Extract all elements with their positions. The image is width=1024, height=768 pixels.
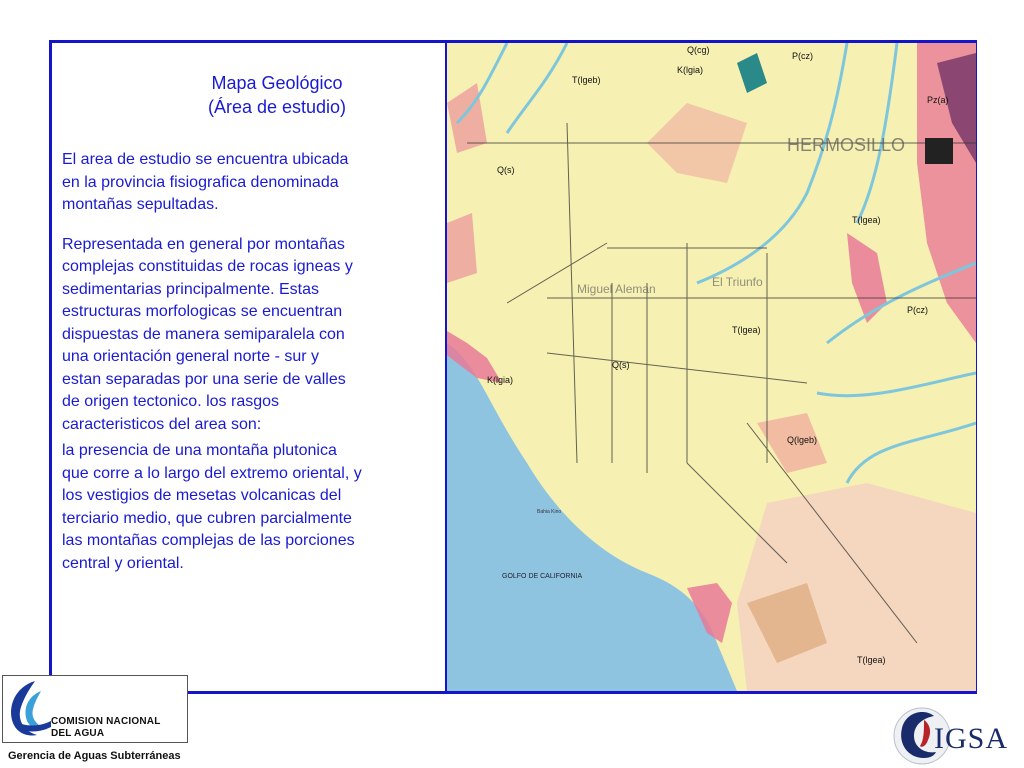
title-line-1: Mapa Geológico xyxy=(211,73,343,93)
department-label: Gerencia de Aguas Subterráneas xyxy=(8,750,181,762)
unit-label: T(lgeb) xyxy=(572,75,601,85)
description-text xyxy=(62,149,362,592)
paragraph-3: la presencia de una montaña plutonica que corre a lo largo del extremo oriental, y los vestigios de mesetas volcanicas del terciario medio, que cubren parcialmente las montañas complejas de las porciones central y oriental. xyxy=(62,442,362,572)
unit-label: Q(cg) xyxy=(687,45,710,55)
unit-label: K(lgia) xyxy=(677,65,704,75)
geologic-map-image xyxy=(447,43,976,691)
unit-label: P(cz) xyxy=(792,51,813,61)
unit-label: K(lgia) xyxy=(487,375,514,385)
unit-label: Q(s) xyxy=(612,360,630,370)
slide-title xyxy=(152,71,402,119)
conagua-logo-icon xyxy=(5,677,51,741)
title-line-2: (Área de estudio) xyxy=(207,97,347,117)
paragraph-2: Representada en general por montañas complejas constituidas de rocas igneas y sedimentarias principalmente. Estas estructuras morfologicas se encuentran dispuestas de manera semiparalela con una orientación general norte - sur y estan separadas por una serie de valles de origen tectonico. los rasgos caracteristicos del area son: xyxy=(62,235,353,433)
paragraph-1: El area de estudio se encuentra ubicada en la provincia fisiografica denominada montañas sepultadas. xyxy=(62,151,349,213)
unit-label: P(cz) xyxy=(907,305,928,315)
unit-label: T(lgea) xyxy=(857,655,886,665)
cigsa-logo xyxy=(890,700,1022,768)
unit-label: T(lgea) xyxy=(732,325,761,335)
slide-frame xyxy=(49,40,977,694)
conagua-name xyxy=(51,716,161,740)
org-line-2: DEL AGUA xyxy=(51,728,105,739)
geologic-map xyxy=(445,43,976,691)
unit-label: Pz(a) xyxy=(927,95,949,105)
place-label-miguel-aleman: Miguel Aleman xyxy=(577,282,656,296)
gulf-label: GOLFO DE CALIFORNIA xyxy=(502,573,583,580)
unit-label: T(lgea) xyxy=(852,215,881,225)
city-label: HERMOSILLO xyxy=(787,135,906,155)
place-label-el-triunfo: El Triunfo xyxy=(712,275,763,289)
org-line-1: COMISION NACIONAL xyxy=(51,716,161,727)
unit-label: Q(lgeb) xyxy=(787,435,818,445)
unit-label: Q(s) xyxy=(497,165,515,175)
place-label-bahia-kino: Bahia Kino xyxy=(537,509,562,515)
cigsa-wordmark: IGSA xyxy=(934,722,1009,755)
conagua-logo-box xyxy=(2,675,188,743)
